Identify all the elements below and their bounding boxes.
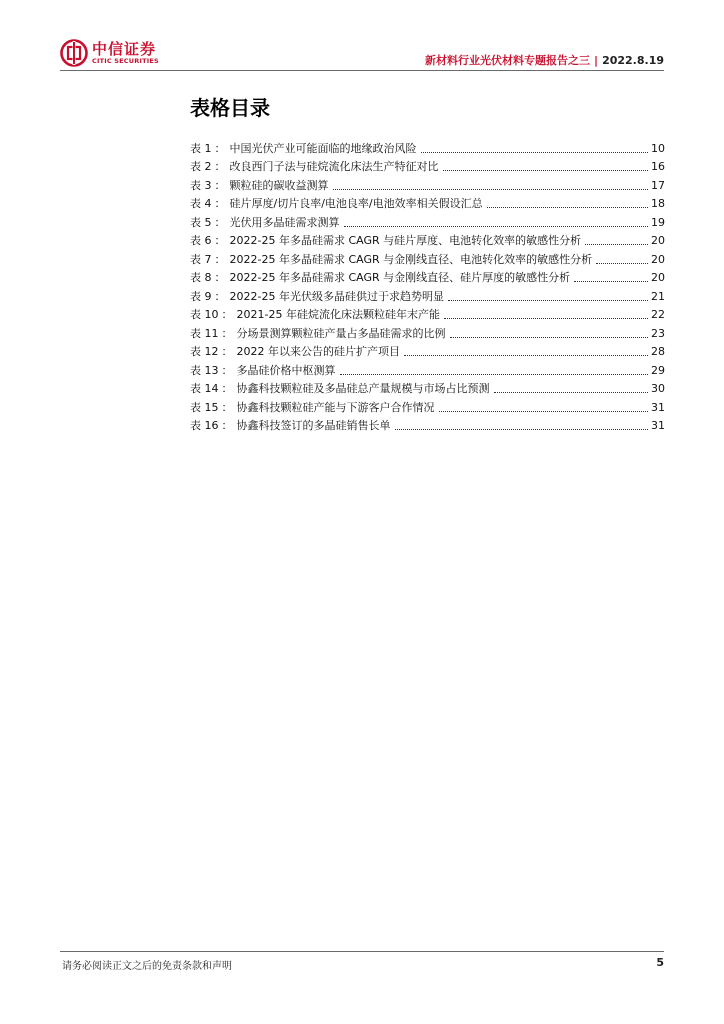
toc-entry-title: 协鑫科技颗粒硅及多晶硅总产量规模与市场占比预测 (236, 382, 490, 395)
toc-entry-title: 颗粒硅的碳收益测算 (229, 178, 329, 192)
toc-entry-colon: ： (221, 419, 233, 432)
toc-entry-colon: ： (221, 400, 233, 414)
toc-entry-title: 光伏用多晶硅需求测算 (229, 215, 340, 229)
toc-entry-label: 表 6 (190, 234, 212, 247)
toc-entry[interactable] (190, 137, 665, 156)
toc-dot-leader (487, 207, 648, 208)
toc-entry-page: 20 (651, 271, 665, 284)
toc-entry-title: 协鑫科技颗粒硅产能与下游客户合作情况 (236, 400, 435, 414)
footer-divider (60, 951, 664, 952)
report-header (425, 52, 664, 68)
toc-entry[interactable] (190, 415, 665, 434)
toc-entry-title: 协鑫科技签订的多晶硅销售长单 (236, 419, 391, 432)
toc-entry-page: 20 (651, 234, 665, 247)
toc-entry-colon: ： (214, 289, 226, 303)
toc-entry-page: 23 (651, 326, 665, 340)
toc-entry[interactable] (190, 285, 665, 304)
toc-entry-label: 表 5 (190, 215, 212, 229)
toc-entry[interactable] (190, 211, 665, 230)
toc-entry-page: 19 (651, 215, 665, 229)
toc-entry[interactable] (190, 396, 665, 415)
toc-entry-title: 2022-25 年多晶硅需求 CAGR 与金刚线直径、硅片厚度的敏感性分析 (229, 271, 571, 284)
toc-entry-colon: ： (214, 252, 226, 266)
toc-dot-leader (585, 244, 648, 245)
toc-entry-title: 多晶硅价格中枢测算 (236, 363, 336, 377)
toc-dot-leader (443, 170, 649, 171)
toc-entry-title: 2022 年以来公告的硅片扩产项目 (236, 345, 400, 358)
toc-entry[interactable] (190, 174, 665, 193)
toc-dot-leader (344, 226, 649, 227)
toc-entry-page: 16 (651, 160, 665, 173)
toc-entry-colon: ： (221, 326, 233, 340)
toc-dot-leader (333, 189, 649, 190)
toc-entry-label: 表 16 (190, 419, 219, 432)
toc-entry-page: 20 (651, 252, 665, 266)
toc-entry-colon: ： (221, 382, 233, 395)
toc-entry-colon: ： (214, 234, 226, 247)
toc-dot-leader (450, 337, 649, 338)
toc-entry-title: 硅片厚度/切片良率/电池良率/电池效率相关假设汇总 (229, 197, 483, 210)
report-title: 新材料行业光伏材料专题报告之三 (425, 54, 591, 67)
toc-entry-title: 2021-25 年硅烷流化床法颗粒硅年末产能 (236, 308, 440, 321)
toc-entry[interactable] (190, 378, 665, 397)
citic-logo-icon (60, 39, 88, 67)
toc-entry[interactable] (190, 193, 665, 212)
toc-entry-page: 17 (651, 178, 665, 192)
toc-entry-label: 表 13 (190, 363, 219, 377)
toc-entry[interactable] (190, 248, 665, 267)
toc-entry-label: 表 3 (190, 178, 212, 192)
toc-dot-leader (448, 300, 648, 301)
page-number: 5 (656, 956, 664, 969)
toc-entry[interactable] (190, 304, 665, 323)
toc-entry-label: 表 7 (190, 252, 212, 266)
toc-entry[interactable] (190, 156, 665, 175)
brand-name-en: CITIC SECURITIES (92, 57, 159, 65)
toc-entry-colon: ： (214, 215, 226, 229)
toc-entry[interactable] (190, 230, 665, 249)
toc-entry-label: 表 1 (190, 141, 212, 155)
toc-entry-title: 中国光伏产业可能面临的地缘政治风险 (229, 141, 417, 155)
toc-dot-leader (421, 152, 649, 153)
toc-entry-colon: ： (214, 271, 226, 284)
toc-dot-leader (439, 411, 649, 412)
toc-entry[interactable] (190, 359, 665, 378)
toc-entry-title: 分场景测算颗粒硅产量占多晶硅需求的比例 (236, 326, 446, 340)
toc-entry-page: 31 (651, 419, 665, 432)
toc-entry-page: 30 (651, 382, 665, 395)
toc-entry-label: 表 12 (190, 345, 219, 358)
toc-entry-colon: ： (221, 363, 233, 377)
toc-entry-colon: ： (221, 308, 233, 321)
toc-entry-page: 10 (651, 141, 665, 155)
toc-entry-page: 28 (651, 345, 665, 358)
toc-entry-title: 2022-25 年多晶硅需求 CAGR 与金刚线直径、电池转化效率的敏感性分析 (229, 252, 593, 266)
citic-logo (60, 38, 190, 68)
page-header (60, 38, 664, 70)
toc-entry-colon: ： (214, 197, 226, 210)
toc-entry-label: 表 11 (190, 326, 219, 340)
toc-entry-label: 表 2 (190, 160, 212, 173)
header-divider (60, 70, 664, 71)
toc-dot-leader (404, 355, 648, 356)
toc-dot-leader (574, 281, 648, 282)
footer-disclaimer: 请务必阅读正文之后的免责条款和声明 (62, 961, 232, 972)
toc-entry-title: 2022-25 年多晶硅需求 CAGR 与硅片厚度、电池转化效率的敏感性分析 (229, 234, 582, 247)
toc-dot-leader (596, 263, 648, 264)
toc-entry-page: 29 (651, 363, 665, 377)
report-date: 2022.8.19 (602, 54, 664, 67)
toc-entry-label: 表 10 (190, 308, 219, 321)
toc-entry-page: 21 (651, 289, 665, 303)
toc-dot-leader (395, 429, 649, 430)
toc-entry-label: 表 9 (190, 289, 212, 303)
toc-entry[interactable] (190, 341, 665, 360)
toc-entry-title: 改良西门子法与硅烷流化床法生产特征对比 (229, 160, 439, 173)
toc-entry[interactable] (190, 322, 665, 341)
table-of-tables (190, 137, 665, 433)
toc-entry-page: 22 (651, 308, 665, 321)
toc-entry-colon: ： (221, 345, 233, 358)
toc-dot-leader (340, 374, 649, 375)
toc-entry-page: 31 (651, 400, 665, 414)
brand-name-cn: 中信证券 (92, 40, 157, 58)
toc-entry-colon: ： (214, 160, 226, 173)
toc-entry-page: 18 (651, 197, 665, 210)
toc-entry-label: 表 14 (190, 382, 219, 395)
toc-entry-colon: ： (214, 141, 226, 155)
toc-entry-label: 表 4 (190, 197, 212, 210)
toc-dot-leader (494, 392, 649, 393)
toc-entry-colon: ： (214, 178, 226, 192)
toc-entry-label: 表 8 (190, 271, 212, 284)
header-separator: | (594, 54, 599, 67)
toc-entry-label: 表 15 (190, 400, 219, 414)
toc-entry[interactable] (190, 267, 665, 286)
page-title: 表格目录 (190, 96, 270, 120)
toc-entry-title: 2022-25 年光伏级多晶硅供过于求趋势明显 (229, 289, 444, 303)
toc-dot-leader (444, 318, 648, 319)
